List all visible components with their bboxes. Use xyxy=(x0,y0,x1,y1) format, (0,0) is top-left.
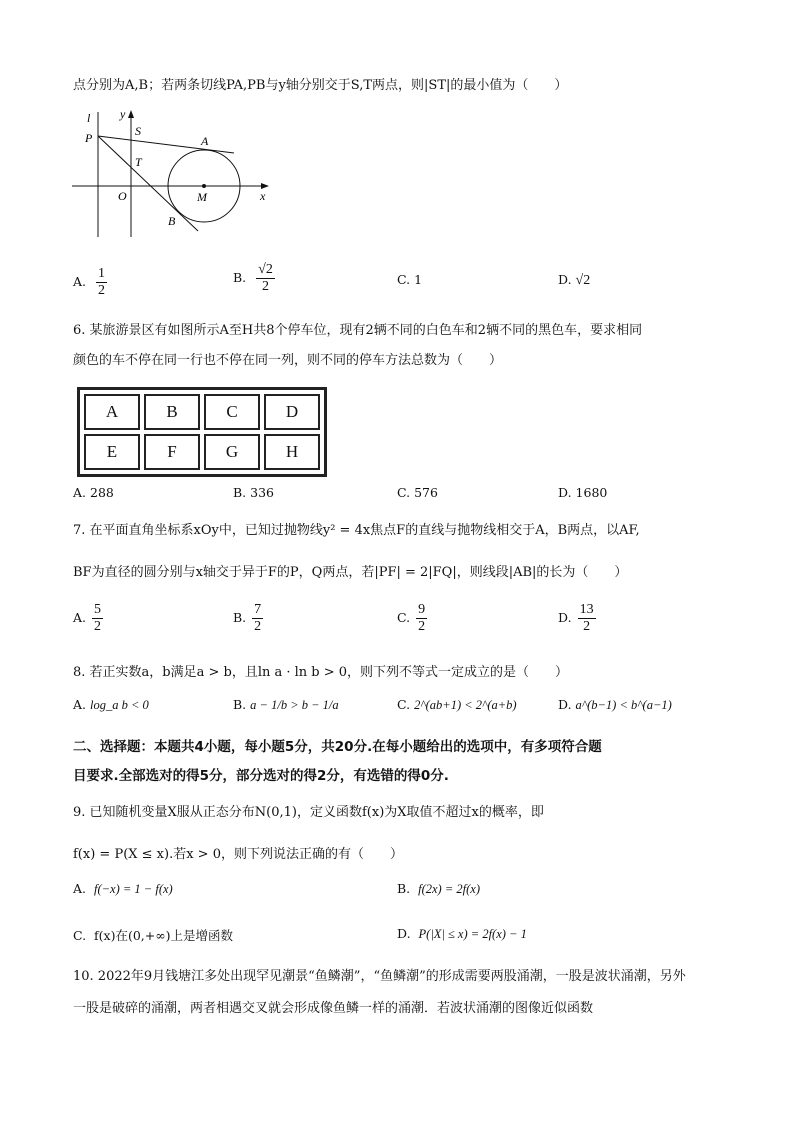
option-letter: C. xyxy=(397,272,411,287)
section-heading-cont: 目要求.全部选对的得5分，部分选对的得2分，有选错的得0分. xyxy=(73,768,449,784)
q7-option-a[interactable] xyxy=(73,602,103,635)
section-heading: 二、选择题：本题共4小题，每小题5分，共20分.在每小题给出的选项中，有多项符合题 xyxy=(73,739,602,755)
fraction xyxy=(92,602,103,635)
numerator: 5 xyxy=(94,602,102,617)
option-text: a − 1/b > b − 1/a xyxy=(250,698,339,712)
label-l: l xyxy=(87,111,91,125)
label-p: P xyxy=(85,131,93,145)
numerator: 13 xyxy=(579,602,594,617)
parking-cell: D xyxy=(264,394,320,430)
label-m: M xyxy=(197,190,207,204)
q7-option-c[interactable] xyxy=(397,602,427,635)
q9-option-b[interactable] xyxy=(397,881,480,897)
label-a: A xyxy=(201,134,209,148)
label-t: T xyxy=(135,155,142,169)
option-text: 2^(ab+1) < 2^(a+b) xyxy=(414,698,517,712)
q7-option-b[interactable] xyxy=(233,602,263,635)
option-text: 288 xyxy=(90,485,114,500)
option-text: 1 xyxy=(414,272,423,287)
option-text: P(|X| ≤ x) = 2f(x) − 1 xyxy=(418,927,527,941)
q7-option-d[interactable] xyxy=(558,602,596,635)
option-letter: C. xyxy=(397,610,411,625)
parking-cell: A xyxy=(84,394,140,430)
q8-option-c[interactable] xyxy=(397,697,517,713)
fraction xyxy=(252,602,263,635)
option-text: a^(b−1) < b^(a−1) xyxy=(575,698,672,712)
q7-line1: 7. 在平面直角坐标系xOy中，已知过抛物线y² = 4x焦点F的直线与抛物线相交于A，B两点，以AF, xyxy=(73,523,640,538)
q5-figure xyxy=(70,104,280,244)
option-letter: D. xyxy=(558,485,572,500)
q5-option-d[interactable] xyxy=(558,272,590,289)
q5-option-c[interactable] xyxy=(397,272,422,287)
q9-option-c[interactable] xyxy=(73,926,233,944)
numerator: 7 xyxy=(254,602,262,617)
option-letter: A. xyxy=(73,485,87,500)
option-letter: B. xyxy=(233,610,247,625)
q7-line2: BF为直径的圆分别与x轴交于异于F的P，Q两点，若|PF| = 2|FQ|，则线段|AB|的长为（ ） xyxy=(73,565,628,580)
q8-option-d[interactable] xyxy=(558,697,672,713)
label-o: O xyxy=(118,189,127,203)
fraction xyxy=(96,266,107,299)
option-letter: C. xyxy=(397,697,411,712)
q5-stem: 点分别为A,B；若两条切线PA,PB与y轴分别交于S,T两点，则|ST|的最小值为（ ） xyxy=(73,78,568,93)
parking-grid xyxy=(77,387,327,477)
numerator: 9 xyxy=(418,602,426,617)
option-text: 1680 xyxy=(575,485,608,500)
denominator: 2 xyxy=(94,619,102,634)
option-text: 336 xyxy=(250,485,275,500)
q9-option-a[interactable] xyxy=(73,881,173,897)
denominator: 2 xyxy=(418,619,426,634)
q9-line1: 9. 已知随机变量X服从正态分布N(0,1)，定义函数f(x)为X取值不超过x的概率，即 xyxy=(73,805,544,820)
option-text: log_a b < 0 xyxy=(90,698,149,712)
option-letter: B. xyxy=(397,881,411,896)
option-text: 576 xyxy=(414,485,438,500)
option-letter: C. xyxy=(73,928,87,943)
fraction xyxy=(578,602,596,635)
parking-cell: G xyxy=(204,434,260,470)
q8-option-b[interactable] xyxy=(233,697,339,713)
option-letter: A. xyxy=(73,697,87,712)
q6-line1: 6. 某旅游景区有如图所示A至H共8个停车位，现有2辆不同的白色车和2辆不同的黑色车，要求相同 xyxy=(73,323,643,338)
label-b: B xyxy=(168,214,176,228)
q6-option-d[interactable] xyxy=(558,485,607,500)
numerator: 1 xyxy=(98,266,105,281)
q10-line1: 10. 2022年9月钱塘江多处出现罕见潮景“鱼鳞潮”，“鱼鳞潮”的形成需要两股涌潮，一股是波状涌潮，另外 xyxy=(73,969,686,984)
option-letter: A. xyxy=(73,610,87,625)
parking-cell: E xyxy=(84,434,140,470)
q6-line2: 颜色的车不停在同一行也不停在同一列，则不同的停车方法总数为（ ） xyxy=(73,353,503,368)
option-letter: A. xyxy=(73,881,87,896)
parking-cell: H xyxy=(264,434,320,470)
option-letter: B. xyxy=(233,485,247,500)
option-text: f(−x) = 1 − f(x) xyxy=(93,882,173,896)
q8-stem: 8. 若正实数a，b满足a > b，且ln a · ln b > 0，则下列不等式一定成立的是（ ） xyxy=(73,665,569,680)
q6-option-b[interactable] xyxy=(233,485,274,500)
denominator: 2 xyxy=(254,619,262,634)
option-text: f(x)在(0,+∞)上是增函数 xyxy=(94,928,234,943)
q6-option-c[interactable] xyxy=(397,485,438,500)
q10-line2: 一股是破碎的涌潮，两者相遇交叉就会形成像鱼鳞一样的涌潮．若波状涌潮的图像近似函数 xyxy=(73,1001,594,1016)
label-s: S xyxy=(135,124,141,138)
option-letter: D. xyxy=(397,926,411,941)
q6-option-a[interactable] xyxy=(73,485,114,500)
numerator: √2 xyxy=(258,262,273,277)
label-x: x xyxy=(260,189,266,203)
q8-option-a[interactable] xyxy=(73,697,149,713)
q9-line2: f(x) = P(X ≤ x).若x > 0，则下列说法正确的有（ ） xyxy=(73,847,403,862)
parking-cell: F xyxy=(144,434,200,470)
option-letter: D. xyxy=(558,272,572,287)
fraction xyxy=(256,262,275,295)
denominator: 2 xyxy=(98,283,105,298)
q5-option-b[interactable] xyxy=(233,262,275,295)
parking-cell: C xyxy=(204,394,260,430)
option-letter: D. xyxy=(558,610,572,625)
option-letter: C. xyxy=(397,485,411,500)
option-letter: A. xyxy=(73,274,87,289)
q5-option-a[interactable] xyxy=(73,266,107,299)
option-text: f(2x) = 2f(x) xyxy=(418,882,481,896)
q9-option-d[interactable] xyxy=(397,926,527,942)
option-letter: B. xyxy=(233,270,247,285)
option-letter: B. xyxy=(233,697,247,712)
denominator: 2 xyxy=(262,279,269,294)
fraction xyxy=(416,602,427,635)
parking-cell: B xyxy=(144,394,200,430)
denominator: 2 xyxy=(583,619,591,634)
option-text: √2 xyxy=(575,273,591,288)
option-letter: D. xyxy=(558,697,572,712)
label-y: y xyxy=(120,107,126,121)
